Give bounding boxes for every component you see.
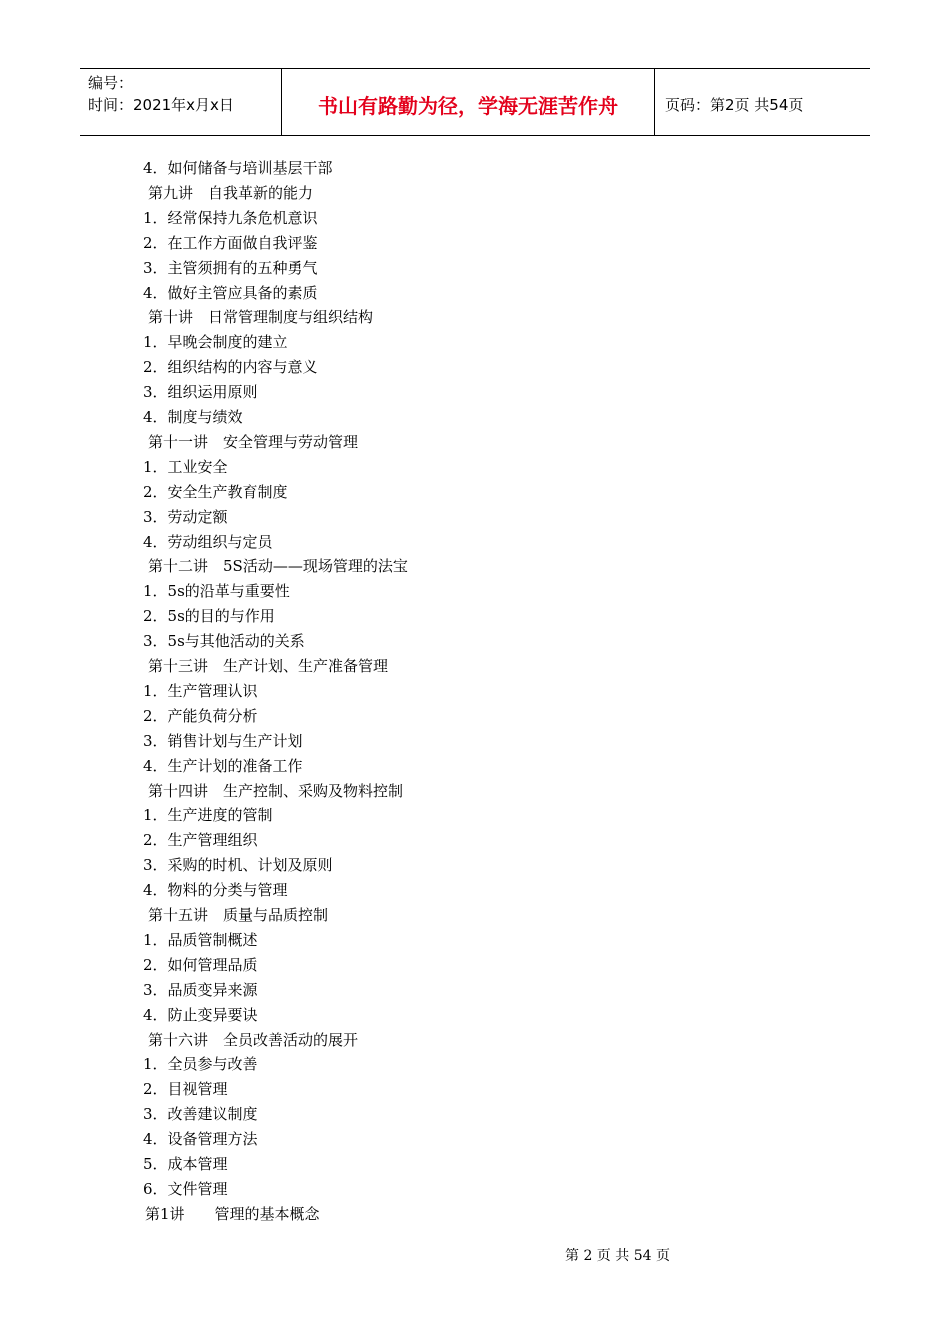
list-item: 2．5s的目的与作用	[143, 607, 275, 626]
header-motto: 书山有路勤为径，学海无涯苦作舟	[282, 69, 655, 135]
list-item: 1．品质管制概述	[143, 930, 258, 949]
list-item: 3．主管须拥有的五种勇气	[143, 258, 318, 277]
page-header	[80, 68, 870, 136]
document-number-label: 编号：	[88, 74, 134, 92]
list-item: 4．制度与绩效	[143, 408, 243, 426]
list-item: 5．成本管理	[143, 1155, 228, 1173]
list-item: 3．组织运用原则	[143, 383, 258, 402]
header-page-number: 页码：第2页 共54页	[665, 95, 804, 114]
list-item: 1．全员参与改善	[143, 1055, 258, 1074]
list-item: 6．文件管理	[143, 1179, 228, 1198]
list-item: 1．早晚会制度的建立	[143, 333, 288, 352]
list-item: 2．产能负荷分析	[143, 706, 258, 725]
lecture-heading: 第十讲 日常管理制度与组织结构	[148, 308, 374, 327]
list-item: 4．设备管理方法	[143, 1130, 258, 1149]
list-item: 2．安全生产教育制度	[143, 482, 288, 501]
lecture-heading: 第十五讲 质量与品质控制	[148, 906, 329, 924]
list-item: 3．劳动定额	[143, 507, 228, 526]
lecture-heading: 第十三讲 生产计划、生产准备管理	[148, 657, 389, 675]
list-item: 4．防止变异要诀	[143, 1005, 258, 1024]
list-item: 4．生产计划的准备工作	[143, 756, 303, 775]
lecture-heading: 第九讲 自我革新的能力	[148, 183, 314, 202]
lecture-heading: 第十四讲 生产控制、采购及物料控制	[148, 781, 404, 800]
list-item: 4．物料的分类与管理	[143, 881, 288, 900]
list-item: 2．组织结构的内容与意义	[143, 358, 318, 377]
list-item: 4．做好主管应具备的素质	[143, 283, 318, 302]
list-item: 1．生产管理认识	[143, 681, 258, 700]
list-item: 3．5s与其他活动的关系	[143, 632, 305, 651]
lecture-heading: 第1讲 管理的基本概念	[145, 1204, 320, 1223]
list-item: 2．在工作方面做自我评鉴	[143, 233, 318, 252]
lecture-heading: 第十二讲 5S活动——现场管理的法宝	[148, 557, 408, 576]
list-item: 1．经常保持九条危机意识	[143, 208, 318, 227]
list-item: 1．5s的沿革与重要性	[143, 582, 290, 601]
list-item: 3．改善建议制度	[143, 1105, 258, 1124]
header-meta	[80, 69, 282, 135]
list-item: 1．工业安全	[143, 457, 228, 476]
page-footer: 第 2 页 共 54 页	[565, 1248, 670, 1264]
list-item: 3．销售计划与生产计划	[143, 731, 303, 750]
list-item: 2．如何管理品质	[143, 955, 258, 974]
list-item: 3．采购的时机、计划及原则	[143, 856, 333, 875]
lecture-heading: 第十六讲 全员改善活动的展开	[148, 1030, 359, 1049]
list-item: 1．生产进度的管制	[143, 806, 273, 825]
list-item: 4．如何储备与培训基层干部	[143, 159, 333, 177]
document-time-label: 时间：2021年x月x日	[88, 96, 234, 114]
list-item: 4．劳动组织与定员	[143, 532, 273, 551]
list-item: 2．目视管理	[143, 1080, 228, 1099]
list-item: 3．品质变异来源	[143, 980, 258, 999]
lecture-heading: 第十一讲 安全管理与劳动管理	[148, 432, 359, 451]
list-item: 2．生产管理组织	[143, 831, 258, 850]
